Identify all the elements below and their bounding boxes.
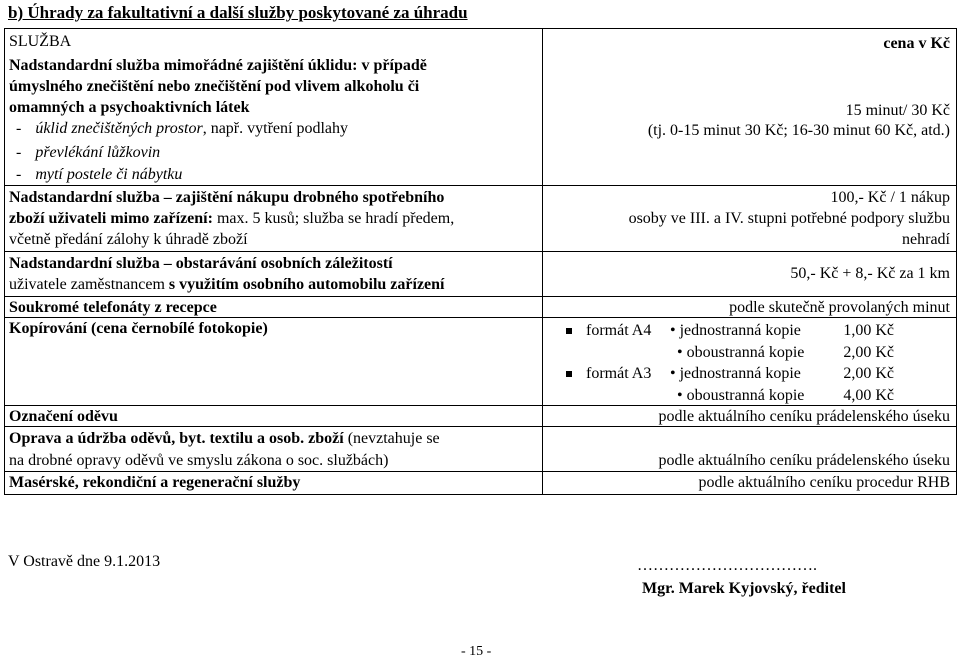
cleaning-item-text: převlékání lůžkovin [35, 144, 161, 161]
cleaning-title-line: omamných a psychoaktivních látek [9, 99, 250, 116]
square-bullet-icon [566, 328, 572, 334]
cleaning-price-note: (tj. 0-15 minut 30 Kč; 16-30 minut 60 Kč, atd.) [647, 122, 950, 139]
cleaning-price: 15 minut/ 30 Kč [845, 102, 950, 119]
shopping-line-bold: zboží uživateli mimo zařízení: [9, 210, 213, 227]
dash: - [16, 120, 22, 137]
shopping-price: 100,- Kč / 1 nákup [830, 189, 950, 206]
copy-price: 2,00 Kč [843, 344, 894, 361]
personal-line-regular: uživatele zaměstnancem [9, 276, 169, 293]
shopping-line [9, 208, 454, 229]
personal-line-bold: s využitím osobního automobilu zařízení [168, 276, 445, 293]
marking-price: podle aktuálního ceníku prádelenského úseku [658, 408, 950, 425]
shopping-price-note: nehradí [902, 231, 950, 248]
table-column-divider [542, 28, 543, 494]
copy-a4-format [566, 320, 651, 341]
copy-price-line [670, 320, 801, 341]
column-header-price: cena v Kč [883, 35, 950, 52]
personal-line [9, 274, 445, 295]
dash: - [16, 166, 22, 183]
copy-price-line [670, 363, 801, 384]
copy-price-line [677, 385, 804, 406]
shopping-line-rest: max. 5 kusů; služba se hradí předem, [212, 210, 455, 227]
row-divider [4, 251, 957, 252]
copy-price: 1,00 Kč [843, 322, 894, 339]
copy-type: oboustranná kopie [686, 387, 805, 404]
shopping-line: včetně předání zálohy k úhradě zboží [9, 231, 248, 248]
cleaning-item-text-rest: , např. vytření podlahy [202, 120, 348, 137]
cleaning-title-line: Nadstandardní služba mimořádné zajištění úklidu: v případě [9, 57, 427, 74]
phone-price: podle skutečně provolaných minut [729, 299, 950, 316]
copy-a3-format [566, 363, 651, 384]
copy-type: jednostranná kopie [679, 322, 801, 339]
table-right-border [956, 28, 957, 494]
massage-label: Masérské, rekondiční a regenerační služby [9, 474, 301, 491]
bullet: • [677, 344, 683, 361]
copy-label: Kopírování (cena černobílé fotokopie) [9, 320, 268, 337]
table-left-border [4, 28, 5, 494]
cleaning-title-line: úmyslného znečištění nebo znečištění pod vlivem alkoholu či [9, 78, 420, 95]
cleaning-item-text: úklid znečištěných prostor [35, 120, 203, 137]
copy-price: 4,00 Kč [843, 387, 894, 404]
repair-line [9, 428, 440, 449]
massage-price: podle aktuálního ceníku procedur RHB [698, 474, 950, 491]
place-date: V Ostravě dne 9.1.2013 [8, 553, 161, 570]
shopping-price-note: osoby ve III. a IV. stupni potřebné podpory službu [628, 210, 950, 227]
row-divider [4, 185, 957, 186]
personal-line: Nadstandardní služba – obstarávání osobních záležitostí [9, 255, 393, 272]
personal-price: 50,- Kč + 8,- Kč za 1 km [790, 265, 950, 282]
shopping-line: Nadstandardní služba – zajištění nákupu drobného spotřebního [9, 189, 445, 206]
dash: - [16, 144, 22, 161]
repair-line-rest: (nevztahuje se [343, 430, 440, 447]
repair-line-bold: Oprava a údržba oděvů, byt. textilu a osob. zboží [9, 430, 344, 447]
cleaning-item [16, 164, 182, 185]
cleaning-item [16, 142, 160, 163]
phone-label: Soukromé telefonáty z recepce [9, 299, 217, 316]
table-top-border [4, 28, 957, 29]
copy-price-line [677, 342, 804, 363]
bullet: • [670, 322, 676, 339]
marking-label: Označení oděvu [9, 408, 118, 425]
format-label: formát A3 [586, 365, 652, 382]
repair-price: podle aktuálního ceníku prádelenského úseku [658, 452, 950, 469]
format-label: formát A4 [586, 322, 652, 339]
copy-type: oboustranná kopie [686, 344, 805, 361]
square-bullet-icon [566, 371, 572, 377]
bullet: • [670, 365, 676, 382]
bullet: • [677, 387, 683, 404]
signature-name: Mgr. Marek Kyjovský, ředitel [642, 580, 846, 597]
section-heading: b) Úhrady za fakultativní a další služby poskytované za úhradu [8, 3, 468, 22]
repair-line: na drobné opravy oděvů ve smyslu zákona o soc. službách) [9, 452, 389, 469]
copy-type: jednostranná kopie [679, 365, 801, 382]
signature-dots: ……………………………. [637, 557, 817, 574]
column-header-service: SLUŽBA [9, 33, 72, 50]
table-bottom-border [4, 494, 957, 495]
page-number: - 15 - [461, 644, 492, 659]
cleaning-item [16, 118, 348, 139]
copy-price: 2,00 Kč [843, 365, 894, 382]
cleaning-item-text: mytí postele či nábytku [35, 166, 183, 183]
